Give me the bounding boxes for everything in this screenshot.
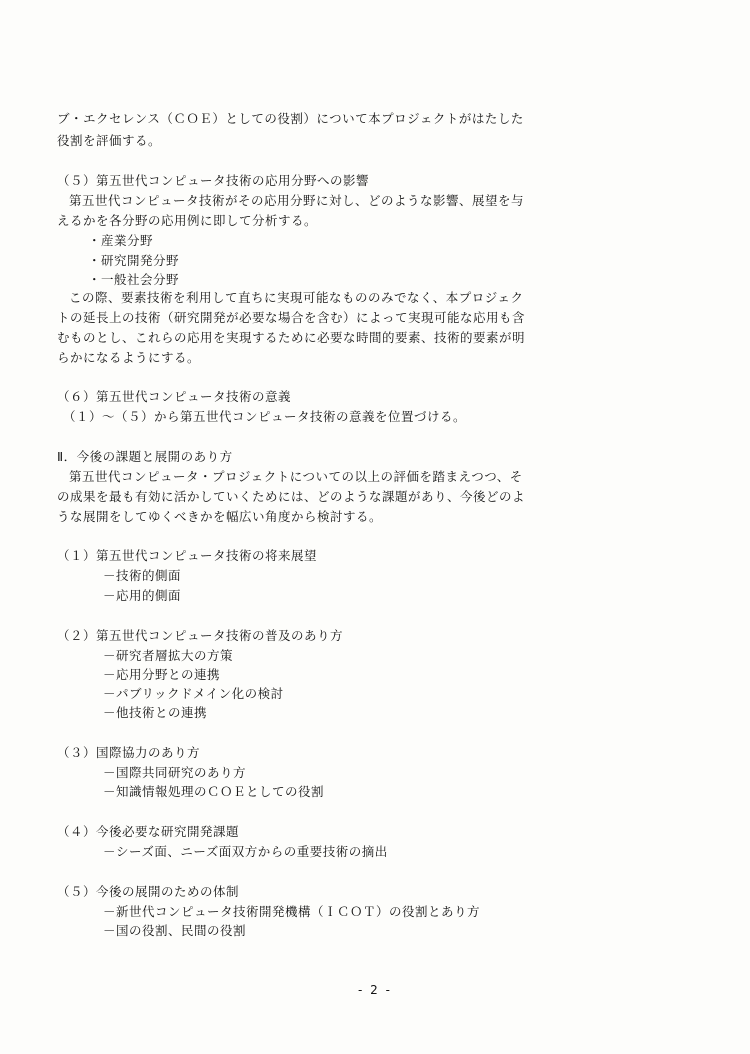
list-item: －研究者層拡大の方策 bbox=[103, 648, 234, 663]
list-item: －パブリックドメイン化の検討 bbox=[103, 686, 284, 701]
list-item: －技術的側面 bbox=[103, 568, 182, 583]
page-number: - 2 - bbox=[358, 983, 392, 997]
list-item: －応用分野との連携 bbox=[103, 667, 221, 682]
section-heading: （４）今後必要な研究開発課題 bbox=[57, 824, 240, 839]
body-text: えるかを各分野の応用例に即して分析する。 bbox=[57, 213, 318, 228]
list-item: ・研究開発分野 bbox=[88, 253, 180, 268]
list-item: －国際共同研究のあり方 bbox=[103, 765, 247, 780]
body-text: （１）～（５）から第五世代コンピュータ技術の意義を位置づける。 bbox=[63, 409, 467, 424]
list-item: －新世代コンピュータ技術開発機構（ＩＣＯＴ）の役割とあり方 bbox=[103, 904, 481, 919]
list-item: ・産業分野 bbox=[88, 233, 154, 248]
body-text: の成果を最も有効に活かしていくためには、どのような課題があり、今後どのよ bbox=[57, 489, 526, 504]
list-item: ・一般社会分野 bbox=[88, 272, 180, 287]
body-text: うな展開をしてゆくべきかを幅広い角度から検討する。 bbox=[57, 509, 383, 524]
chapter-heading: Ⅱ．今後の課題と展開のあり方 bbox=[57, 449, 233, 464]
section-heading: （３）国際協力のあり方 bbox=[57, 745, 201, 760]
section-heading: （５）第五世代コンピュータ技術の応用分野への影響 bbox=[57, 173, 370, 188]
section-heading: （６）第五世代コンピュータ技術の意義 bbox=[57, 389, 292, 404]
body-text: らかになるようにする。 bbox=[57, 350, 201, 365]
body-text: 役割を評価する。 bbox=[57, 133, 162, 148]
body-text: ブ・エクセレンス（ＣＯＥ）としての役割）について本プロジェクトがはたした bbox=[57, 111, 524, 126]
list-item: －他技術との連携 bbox=[103, 705, 208, 720]
list-item: －応用的側面 bbox=[103, 588, 182, 603]
body-text: この際、要素技術を利用して直ちに実現可能なもののみでなく、本プロジェク bbox=[69, 290, 524, 305]
body-text: 第五世代コンピュータ技術がその応用分野に対し、どのような影響、展望を与 bbox=[69, 193, 525, 208]
body-text: 第五世代コンピュータ・プロジェクトについての以上の評価を踏まえつつ、そ bbox=[69, 469, 523, 484]
body-text: むものとし、これらの応用を実現するために必要な時間的要素、技術的要素が明 bbox=[57, 330, 526, 345]
section-heading: （１）第五世代コンピュータ技術の将来展望 bbox=[57, 548, 318, 563]
list-item: －シーズ面、ニーズ面双方からの重要技術の摘出 bbox=[103, 844, 388, 859]
section-heading: （２）第五世代コンピュータ技術の普及のあり方 bbox=[57, 628, 344, 643]
list-item: －国の役割、民間の役割 bbox=[103, 923, 247, 938]
body-text: トの延長上の技術（研究開発が必要な場合を含む）によって実現可能な応用も含 bbox=[57, 310, 526, 325]
section-heading: （５）今後の展開のための体制 bbox=[57, 884, 240, 899]
list-item: －知識情報処理のＣＯＥとしての役割 bbox=[103, 784, 325, 799]
